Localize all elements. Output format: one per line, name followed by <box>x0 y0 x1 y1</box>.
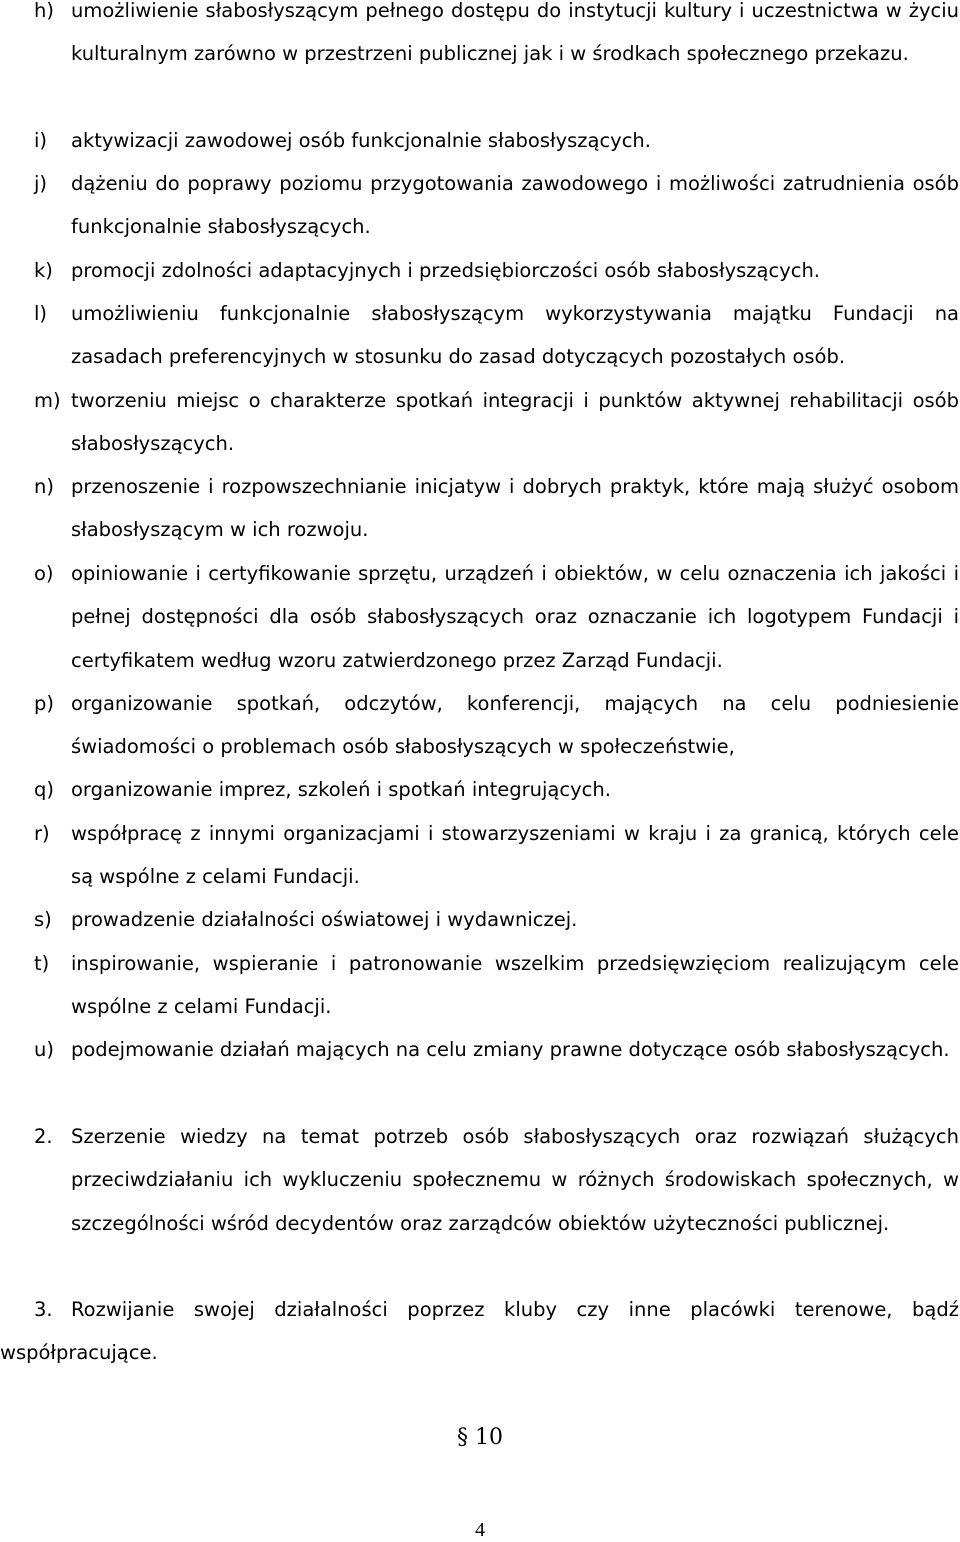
list-item-label: h) <box>34 0 54 22</box>
list-item-text: aktywizacji zawodowej osób funkcjonalnie słabosłyszących. <box>71 129 651 152</box>
list-item-text: organizowanie imprez, szkoleń i spotkań integrujących. <box>71 778 611 801</box>
list-item-i <box>0 119 960 162</box>
numbered-item-3 <box>0 1288 960 1375</box>
list-item-text: dążeniu do poprawy poziomu przygotowania zawodowego i możliwości zatrudnienia osób funkcjonalnie słabosłyszących. <box>71 172 959 239</box>
list-item-n <box>0 465 960 552</box>
section-heading: § 10 <box>457 1425 503 1450</box>
list-item-label: m) <box>34 389 61 412</box>
list-item-text: Rozwijanie swojej działalności poprzez kluby czy inne placówki terenowe, bądź współpracujące. <box>0 1298 959 1365</box>
list-item-text: współpracę z innymi organizacjami i stowarzyszeniami w kraju i za granicą, których cele są wspólne z celami Fundacji. <box>71 822 959 889</box>
list-item-label: o) <box>34 562 54 585</box>
list-item-h <box>0 0 960 76</box>
list-item-text: podejmowanie działań mających na celu zmiany prawne dotyczące osób słabosłyszących. <box>71 1038 950 1061</box>
list-item-m <box>0 379 960 466</box>
list-item-r <box>0 812 960 899</box>
list-item-label: i) <box>34 129 48 152</box>
list-item-u <box>0 1028 960 1071</box>
list-item-label: u) <box>34 1038 54 1061</box>
list-item-label: 3. <box>34 1298 53 1321</box>
list-item-label: k) <box>34 259 53 282</box>
list-item-t <box>0 942 960 1029</box>
list-item-text: umożliwieniu funkcjonalnie słabosłyszącym wykorzystywania majątku Fundacji na zasadach preferencyjnych w stosunku do zasad dotyczących pozostałych osób. <box>71 302 959 369</box>
list-item-label: p) <box>34 692 54 715</box>
list-item-l <box>0 292 960 379</box>
list-item-text: prowadzenie działalności oświatowej i wydawniczej. <box>71 908 578 931</box>
list-item-s <box>0 898 960 941</box>
list-item-text: Szerzenie wiedzy na temat potrzeb osób słabosłyszących oraz rozwiązań służących przeciwdziałaniu ich wykluczeniu społecznemu w różnych środowiskach społecznych, w szczególności wśród decydentów oraz zarządców obiektów użyteczności publicznej. <box>71 1125 959 1235</box>
page-number: 4 <box>475 1519 485 1541</box>
list-item-j <box>0 162 960 249</box>
list-item-label: 2. <box>34 1125 53 1148</box>
list-item-text: opiniowanie i certyfikowanie sprzętu, urządzeń i obiektów, w celu oznaczenia ich jakości i pełnej dostępności dla osób słabosłyszących oraz oznaczanie ich logotypem Fundacji i certyfikatem według wzoru zatwierdzonego przez Zarząd Fundacji. <box>71 562 959 672</box>
list-item-q <box>0 768 960 811</box>
list-item-label: l) <box>34 302 48 325</box>
list-item-text: inspirowanie, wspieranie i patronowanie wszelkim przedsięwzięciom realizującym cele wspólne z celami Fundacji. <box>71 952 959 1019</box>
list-item-label: n) <box>34 475 54 498</box>
list-item-label: t) <box>34 952 50 975</box>
list-item-label: q) <box>34 778 54 801</box>
list-item-label: r) <box>34 822 50 845</box>
list-item-o <box>0 552 960 682</box>
list-item-text: przenoszenie i rozpowszechnianie inicjatyw i dobrych praktyk, które mają służyć osobom słabosłyszącym w ich rozwoju. <box>71 475 959 542</box>
list-item-label: s) <box>34 908 52 931</box>
numbered-item-2 <box>0 1115 960 1245</box>
list-item-text: organizowanie spotkań, odczytów, konferencji, mających na celu podniesienie świadomości o problemach osób słabosłyszących w społeczeństwie, <box>71 692 959 759</box>
list-item-text: promocji zdolności adaptacyjnych i przedsiębiorczości osób słabosłyszących. <box>71 259 821 282</box>
list-item-label: j) <box>34 172 48 195</box>
list-item-p <box>0 682 960 769</box>
list-item-text: tworzeniu miejsc o charakterze spotkań integracji i punktów aktywnej rehabilitacji osób słabosłyszących. <box>71 389 959 456</box>
list-item-k <box>0 249 960 292</box>
list-item-text: umożliwienie słabosłyszącym pełnego dostępu do instytucji kultury i uczestnictwa w życiu kulturalnym zarówno w przestrzeni publicznej jak i w środkach społecznego przekazu. <box>71 0 959 66</box>
